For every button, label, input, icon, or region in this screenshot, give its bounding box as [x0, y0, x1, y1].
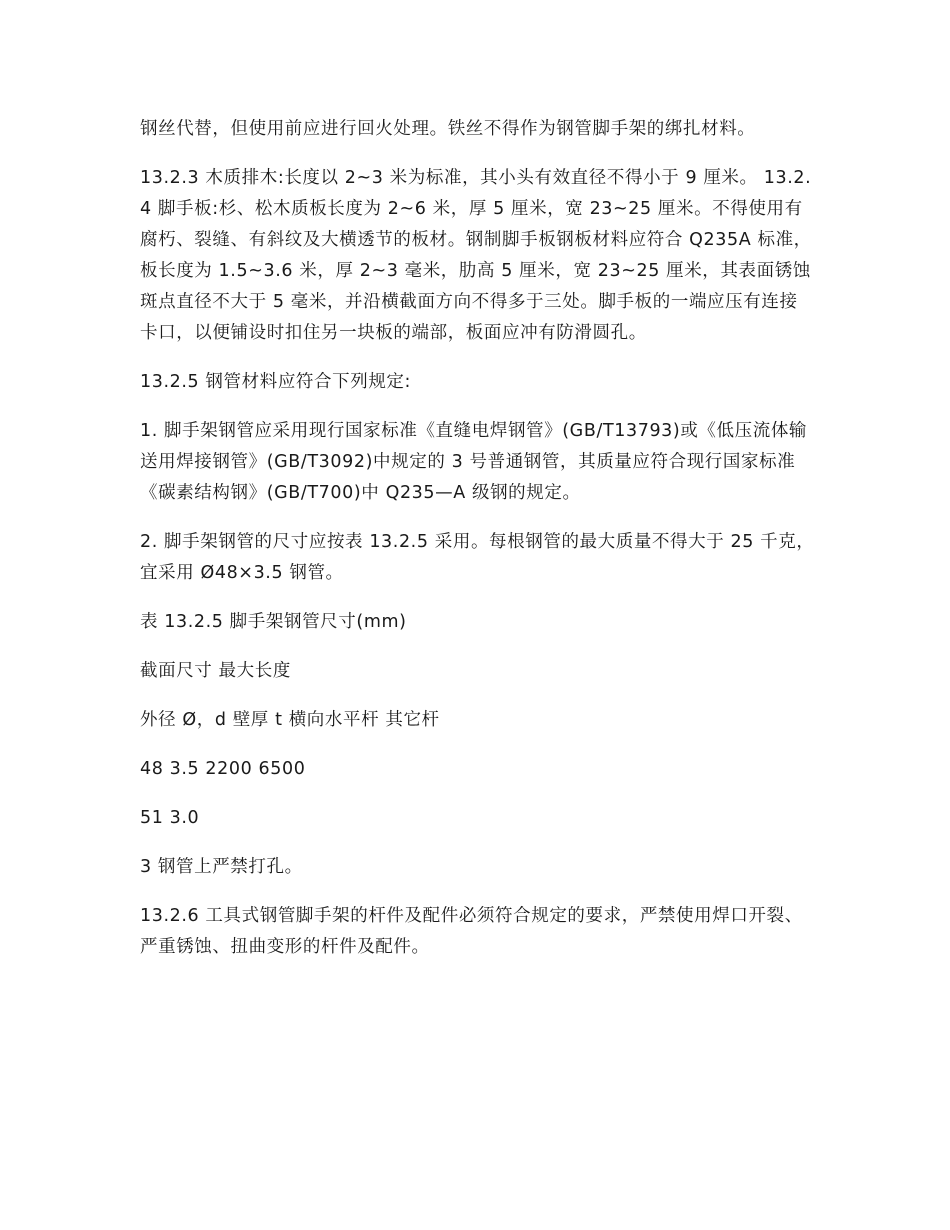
- table-caption: 表 13.2.5 脚手架钢管尺寸(mm): [140, 612, 407, 632]
- table-header-row-1: 截面尺寸 最大长度: [140, 661, 291, 681]
- paragraph-13-2-3-and-13-2-4: 13.2.3 木质排木:长度以 2~3 米为标准，其小头有效直径不得小于 9 厘米。 13.2.4 脚手板:杉、松木质板长度为 2~6 米，厚 5 厘米，宽 23~25 厘米。不得使用有腐朽、裂缝、有斜纹及大横透节的板材。钢制脚手板钢板材料应符合 Q235A 标准，板长度为 1.5~3.6 米，厚 2~3 毫米，肋高 5 厘米，宽 23~25 厘米，其表面锈蚀斑点直径不大于 5 毫米，并沿横截面方向不得多于三处。脚手板的一端应压有连接卡口，以便铺设时扣住另一块板的端部，板面应冲有防滑圆孔。: [140, 168, 812, 343]
- table-data-row-1: 48 3.5 2200 6500: [140, 759, 306, 779]
- paragraph-item-1-steel-pipe-standard: 1. 脚手架钢管应采用现行国家标准《直缝电焊钢管》(GB/T13793)或《低压流体输送用焊接钢管》(GB/T3092)中规定的 3 号普通钢管，其质量应符合现行国家标准《碳素结构钢》(GB/T700)中 Q235—A 级钢的规定。: [140, 421, 808, 503]
- table-header-row-2: 外径 Ø，d 壁厚 t 横向水平杆 其它杆: [140, 710, 440, 730]
- paragraph-item-2-pipe-size: 2. 脚手架钢管的尺寸应按表 13.2.5 采用。每根钢管的最大质量不得大于 25 千克，宜采用 Ø48×3.5 钢管。: [140, 532, 815, 583]
- paragraph-item-3-no-drilling: 3 钢管上严禁打孔。: [140, 857, 303, 877]
- table-data-row-2: 51 3.0: [140, 808, 200, 828]
- paragraph-13-2-6: 13.2.6 工具式钢管脚手架的杆件及配件必须符合规定的要求，严禁使用焊口开裂、严重锈蚀、扭曲变形的杆件及配件。: [140, 906, 803, 957]
- document-body: [140, 114, 815, 981]
- paragraph-13-2-5-heading: 13.2.5 钢管材料应符合下列规定:: [140, 372, 412, 392]
- paragraph-wire-substitute: 钢丝代替，但使用前应进行回火处理。铁丝不得作为钢管脚手架的绑扎材料。: [140, 119, 756, 139]
